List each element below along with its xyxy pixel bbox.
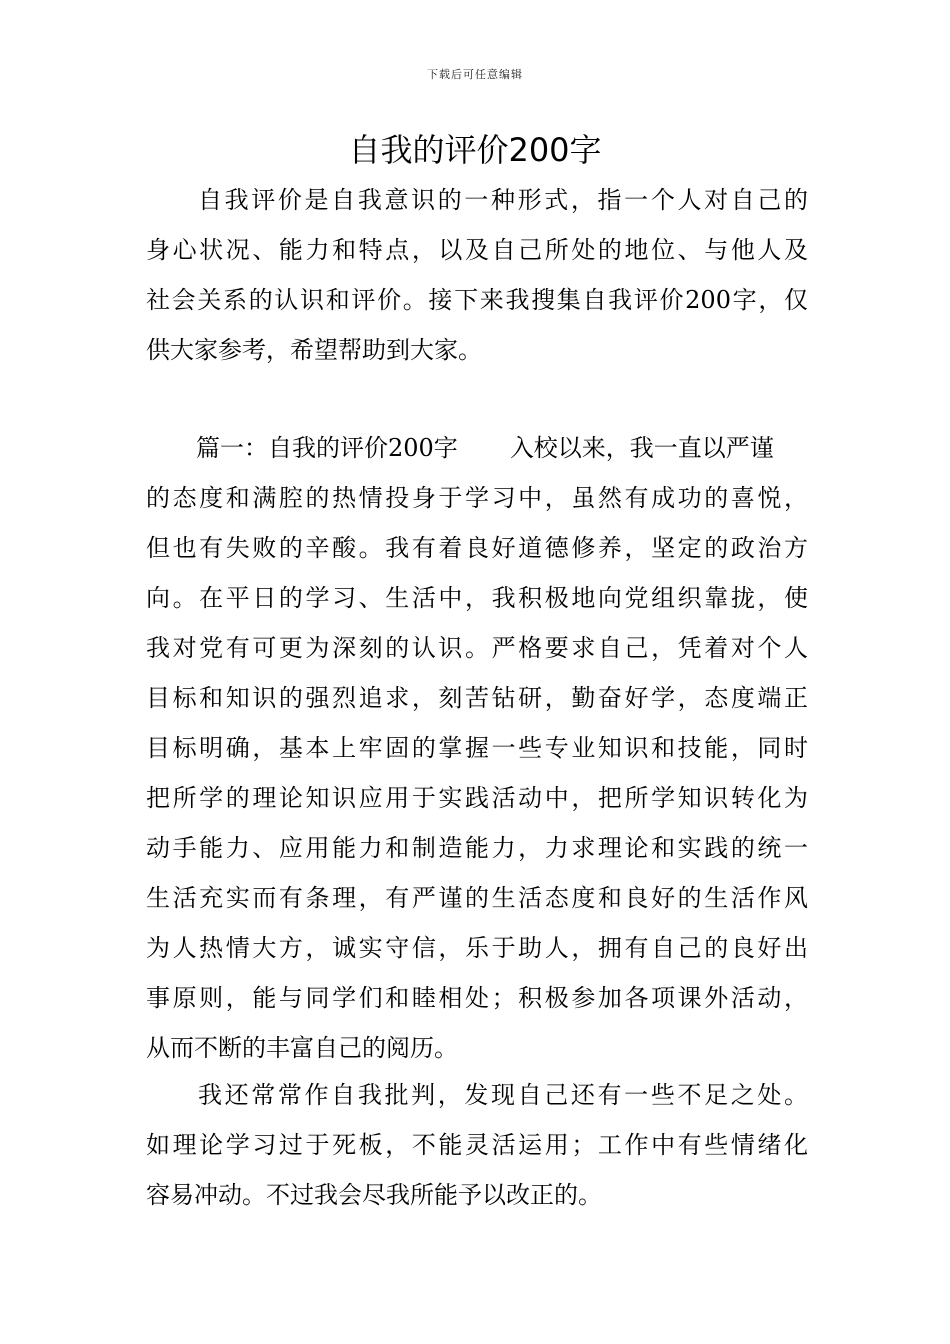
paragraph-line: 目标和知识的强烈追求，刻苦钻研，勤奋好学，态度端正 [146, 684, 808, 712]
paragraph-line: 如理论学习过于死板，不能灵活运用；工作中有些情绪化 [146, 1131, 808, 1159]
paragraph-line: 生活充实而有条理，有严谨的生活态度和良好的生活作风 [146, 884, 808, 912]
intro-paragraph [146, 175, 808, 375]
section-one-paragraph [146, 423, 808, 1073]
paragraph-line: 自我评价是自我意识的一种形式，指一个人对自己的 [198, 186, 808, 214]
paragraph-line: 身心状况、能力和特点，以及自己所处的地位、与他人及 [146, 236, 808, 264]
paragraph-line: 目标明确，基本上牢固的掌握一些专业知识和技能，同时 [146, 734, 808, 762]
section-heading-line [146, 423, 808, 473]
header-note: 下载后可任意编辑 [427, 68, 523, 81]
paragraph-line: 供大家参考，希望帮助到大家。 [146, 336, 482, 364]
paragraph-line: 但也有失败的辛酸。我有着良好道德修养，坚定的政治方 [146, 534, 808, 562]
paragraph-line: 为人热情大方，诚实守信，乐于助人，拥有自己的良好出 [146, 934, 808, 962]
page-title: 自我的评价200字 [348, 131, 602, 169]
paragraph-line-start: 入校以来，我一直以严谨 [509, 434, 774, 462]
paragraph-line: 从而不断的丰富自己的阅历。 [146, 1034, 458, 1062]
paragraph-line: 社会关系的认识和评价。接下来我搜集自我评价200字，仅 [146, 286, 808, 314]
paragraph-line: 容易冲动。不过我会尽我所能予以改正的。 [146, 1181, 602, 1209]
self-criticism-paragraph [146, 1070, 808, 1220]
paragraph-line: 向。在平日的学习、生活中，我积极地向党组织靠拢，使 [146, 584, 808, 612]
section-heading: 篇一：自我的评价200字 [196, 434, 458, 462]
paragraph-line: 动手能力、应用能力和制造能力，力求理论和实践的统一 [146, 834, 808, 862]
paragraph-line: 事原则，能与同学们和睦相处；积极参加各项课外活动， [146, 984, 808, 1012]
paragraph-line: 的态度和满腔的热情投身于学习中，虽然有成功的喜悦， [146, 484, 808, 512]
paragraph-line: 我还常常作自我批判，发现自己还有一些不足之处。 [198, 1081, 808, 1109]
paragraph-line: 我对党有可更为深刻的认识。严格要求自己，凭着对个人 [146, 634, 808, 662]
paragraph-line: 把所学的理论知识应用于实践活动中，把所学知识转化为 [146, 784, 808, 812]
